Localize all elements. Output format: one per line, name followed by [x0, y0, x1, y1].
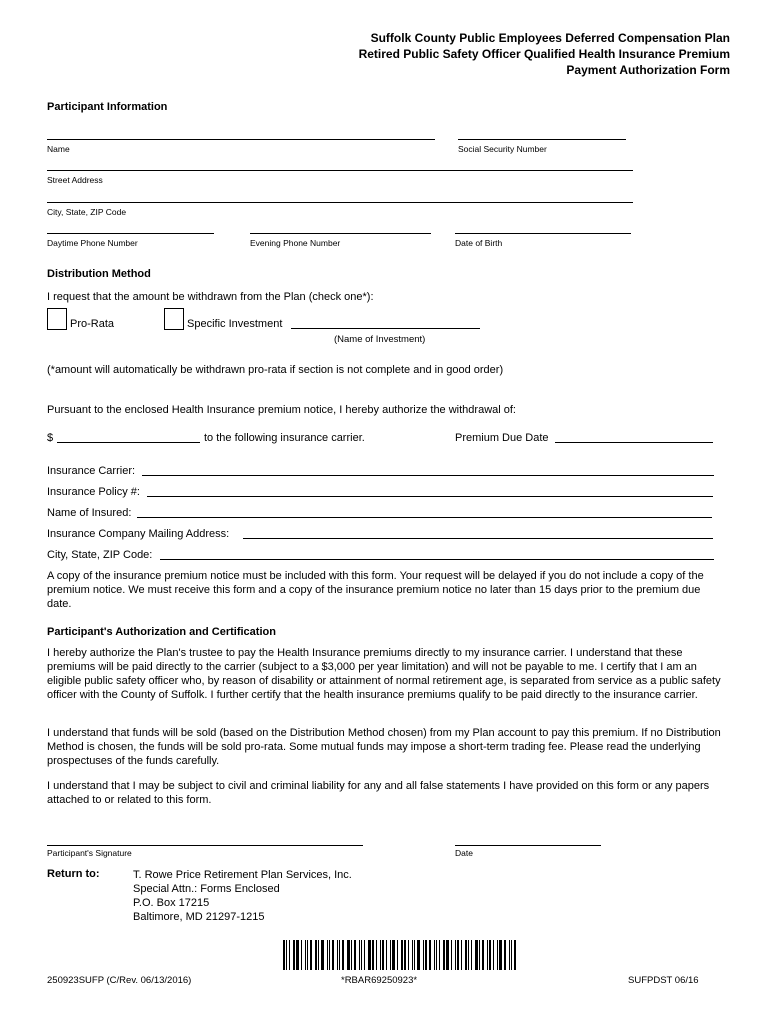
title-line-3: Payment Authorization Form [566, 63, 730, 77]
name-field[interactable] [47, 139, 435, 140]
carrier-city-label: City, State, ZIP Code: [47, 549, 153, 561]
certification-heading: Participant's Authorization and Certification [47, 626, 276, 638]
return-line-2: Special Attn.: Forms Enclosed [133, 883, 280, 895]
street-field[interactable] [47, 170, 633, 171]
barcode-text: *RBAR69250923* [341, 975, 418, 986]
pro-rata-checkbox[interactable] [47, 308, 67, 330]
carrier-city-field[interactable] [160, 559, 714, 560]
return-line-4: Baltimore, MD 21297-1215 [133, 911, 265, 923]
carrier-field[interactable] [142, 475, 714, 476]
name-label: Name [47, 144, 70, 154]
mailing-label: Insurance Company Mailing Address: [47, 528, 230, 540]
insured-field[interactable] [137, 517, 712, 518]
certification-para-2: I understand that funds will be sold (based on the Distribution Method chosen) from my Plan account to pay this premium. If no Distribution Method is chosen, the funds will be sold pro-rata. Some mutual funds may impose a short-term trading fee. Please read the underlying prospectuses of the funds carefully. [47, 727, 721, 767]
day-phone-field[interactable] [47, 233, 214, 234]
to-carrier-text: to the following insurance carrier. [204, 432, 365, 444]
street-label: Street Address [47, 175, 103, 185]
city-label: City, State, ZIP Code [47, 207, 127, 217]
day-phone-label: Daytime Phone Number [47, 238, 138, 248]
dollar-sign: $ [47, 432, 54, 444]
distribution-heading: Distribution Method [47, 268, 151, 280]
dob-field[interactable] [455, 233, 631, 234]
title-line-2: Retired Public Safety Officer Qualified Health Insurance Premium [358, 47, 730, 61]
city-field[interactable] [47, 202, 633, 203]
ssn-field[interactable] [458, 139, 626, 140]
certification-para-1: I hereby authorize the Plan's trustee to pay the Health Insurance premiums directly to my insurance carrier. I understand that these premiums will be paid directly to the carrier (subject to a $3,000 per year limitation) and will not be payable to me. I certify that I am an eligible public safety officer who, by reason of disability or attainment of normal retirement age, is separated from service as a public safety officer with the County of Suffolk. I further certify that the health insurance premiums qualify to be paid directly to the insurance carrier. [47, 647, 721, 701]
specific-investment-checkbox[interactable] [164, 308, 184, 330]
certification-para-3: I understand that I may be subject to civil and criminal liability for any and all false statements I have provided on this form or any papers attached to or related to this form. [47, 780, 710, 806]
pro-rata-note: (*amount will automatically be withdrawn pro-rata if section is not complete and in good order) [47, 364, 504, 376]
policy-field[interactable] [147, 496, 713, 497]
due-date-label: Premium Due Date [455, 432, 549, 444]
return-address [133, 868, 352, 924]
eve-phone-field[interactable] [250, 233, 431, 234]
specific-investment-label: Specific Investment [187, 318, 283, 330]
investment-name-caption: (Name of Investment) [334, 334, 426, 345]
eve-phone-label: Evening Phone Number [250, 238, 341, 248]
return-line-3: P.O. Box 17215 [133, 897, 210, 909]
distribution-request: I request that the amount be withdrawn from the Plan (check one*): [47, 291, 374, 303]
mailing-field[interactable] [243, 538, 713, 539]
signature-field[interactable] [47, 845, 363, 846]
policy-label: Insurance Policy #: [47, 486, 140, 498]
signature-date-field[interactable] [455, 845, 601, 846]
investment-name-field[interactable] [291, 328, 480, 329]
form-revision: 250923SUFP (C/Rev. 06/13/2016) [47, 975, 192, 986]
return-label: Return to: [47, 868, 100, 880]
signature-date-label: Date [455, 848, 473, 858]
copy-note: A copy of the insurance premium notice must be included with this form. Your request will be delayed if you do not include a copy of the premium notice. We must receive this form and a copy of the insurance premium notice no later than 15 days prior to the premium due date. [47, 570, 704, 610]
signature-label: Participant's Signature [47, 848, 132, 858]
form-title [359, 30, 730, 78]
ssn-label: Social Security Number [458, 144, 547, 154]
title-line-1: Suffolk County Public Employees Deferred Compensation Plan [370, 31, 730, 45]
pro-rata-label: Pro-Rata [70, 318, 115, 330]
carrier-label: Insurance Carrier: [47, 465, 136, 477]
due-date-field[interactable] [555, 442, 713, 443]
form-code: SUFPDST 06/16 [628, 975, 699, 986]
barcode [283, 940, 519, 970]
return-line-1: T. Rowe Price Retirement Plan Services, Inc. [133, 869, 352, 881]
insured-label: Name of Insured: [47, 507, 132, 519]
pursuant-text: Pursuant to the enclosed Health Insurance premium notice, I hereby authorize the withdrawal of: [47, 404, 516, 416]
participant-heading: Participant Information [47, 101, 168, 113]
amount-field[interactable] [57, 442, 200, 443]
dob-label: Date of Birth [455, 238, 503, 248]
